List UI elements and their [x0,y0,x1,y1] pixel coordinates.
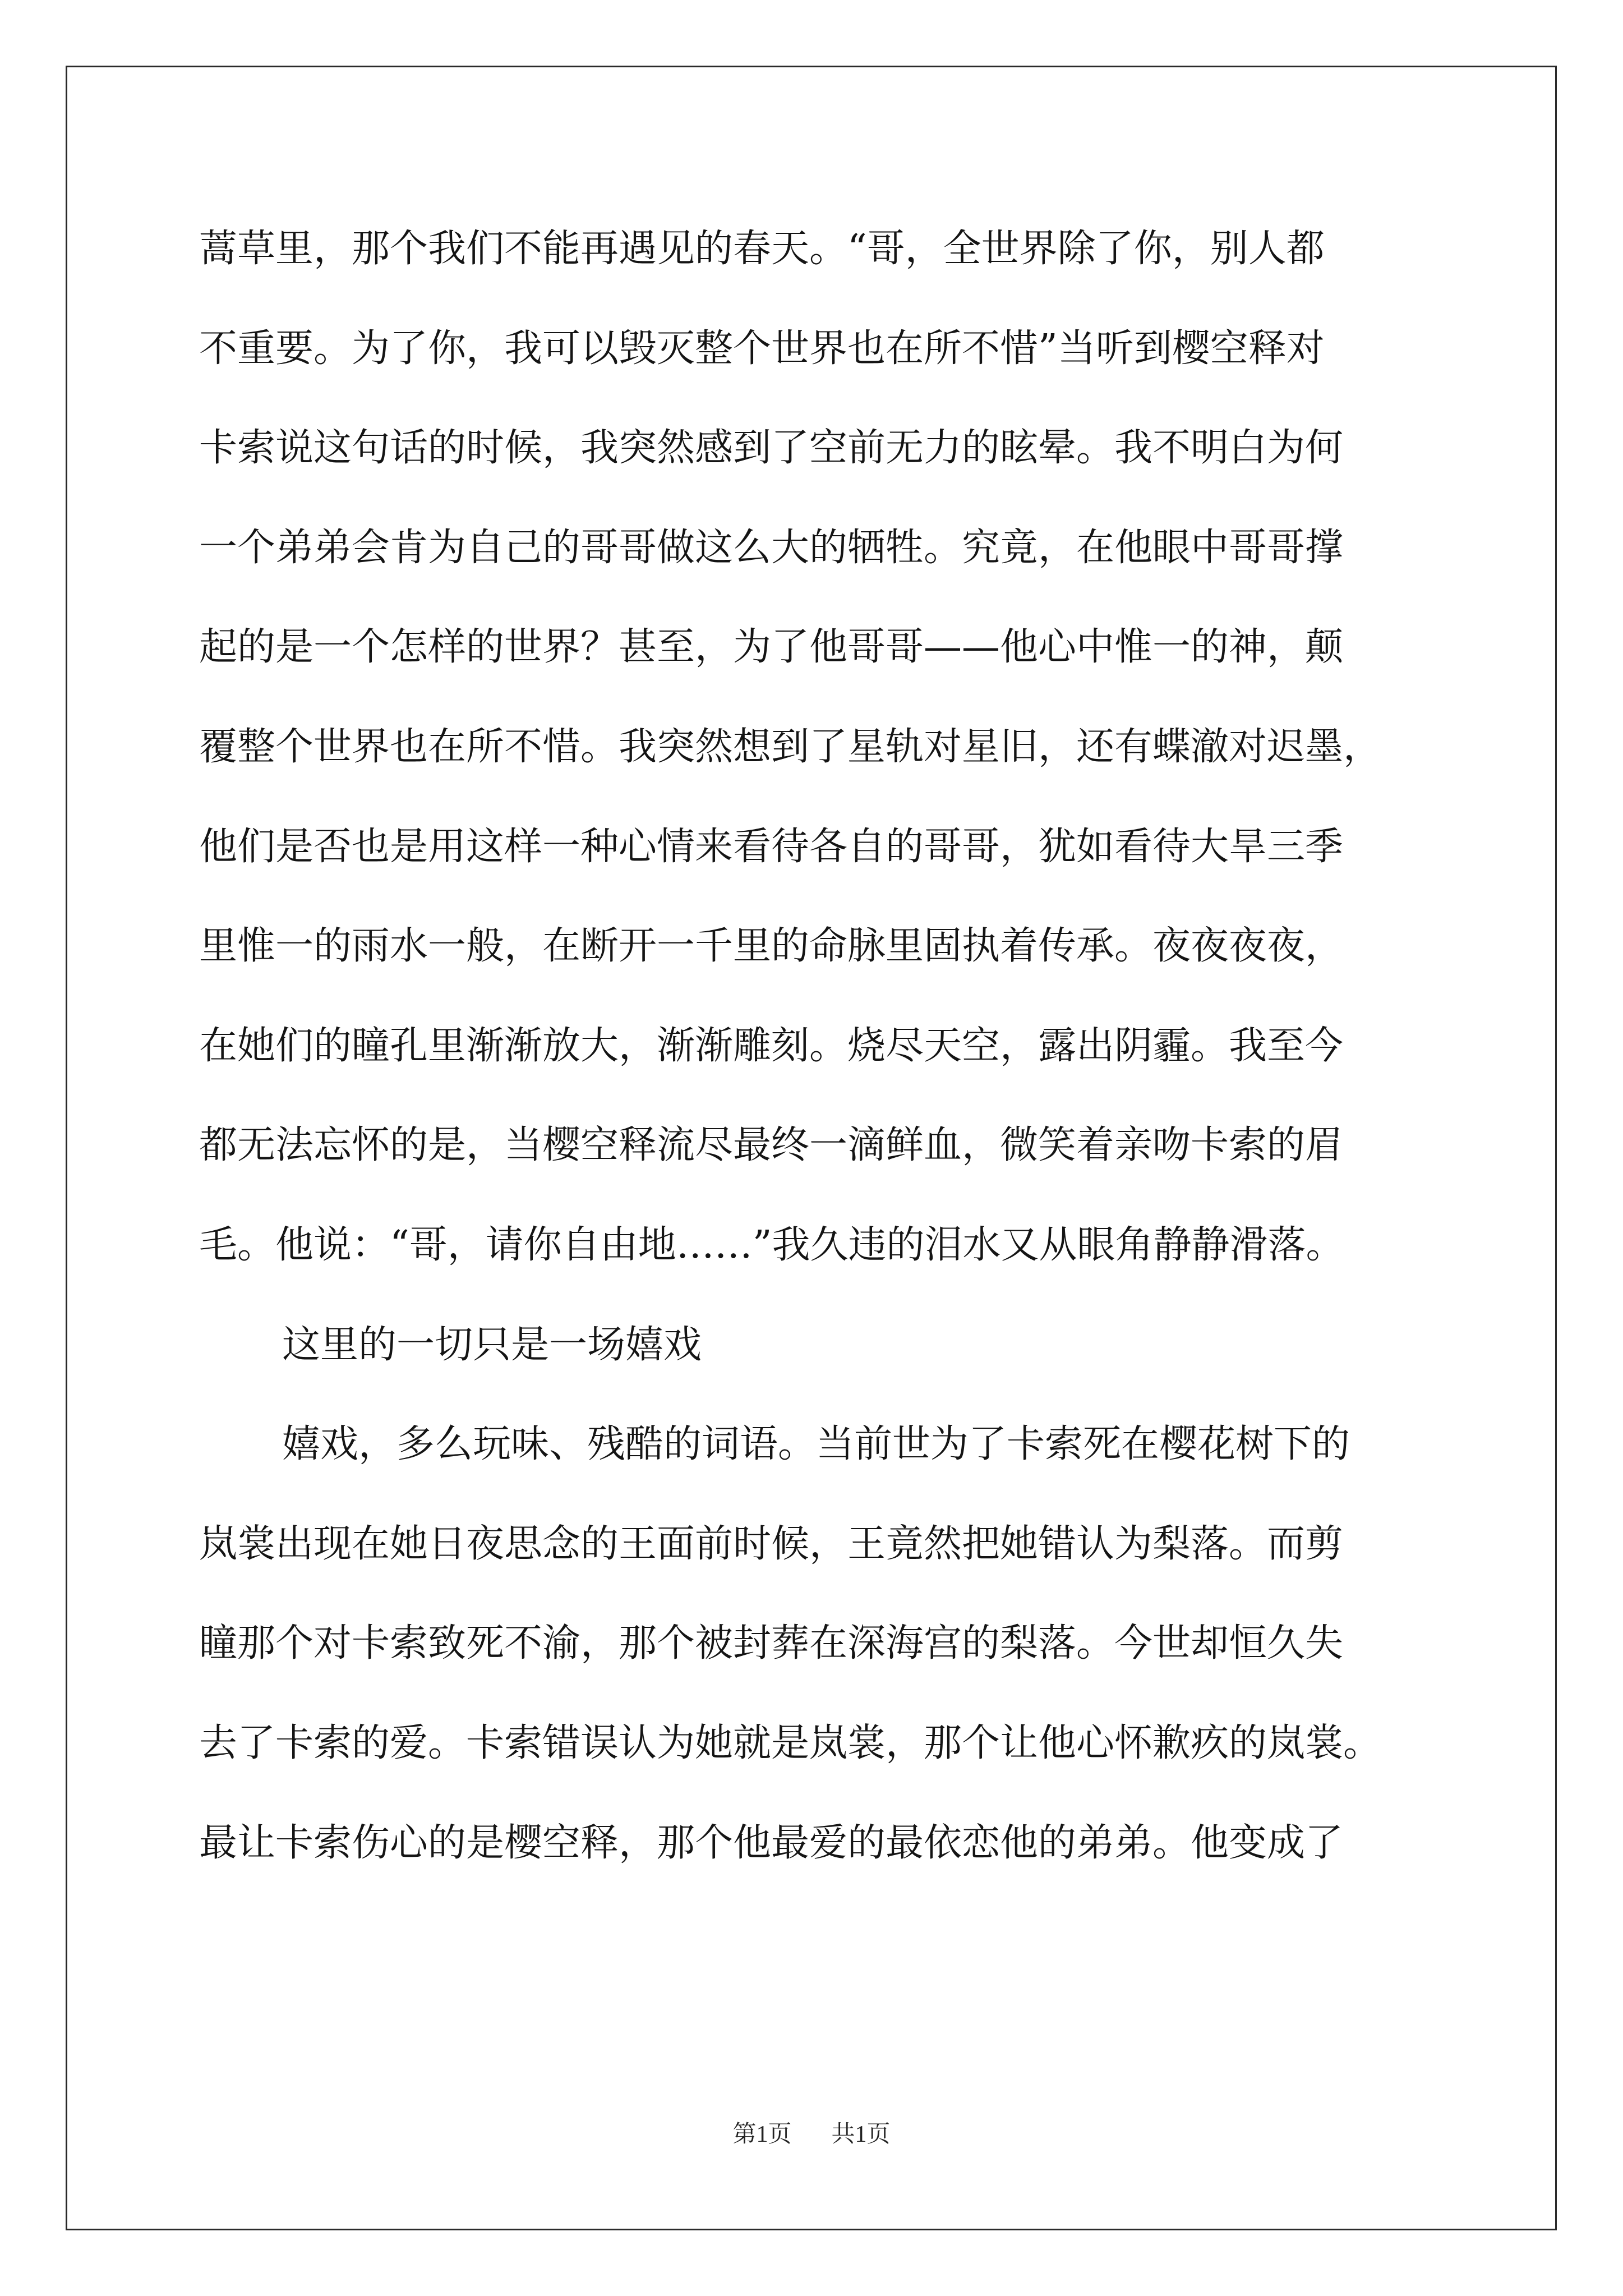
text-line: 一个弟弟会肯为自己的哥哥做这么大的牺牲。究竟，在他眼中哥哥撑 [199,525,1344,570]
text-line: 最让卡索伤心的是樱空释，那个他最爱的最依恋他的弟弟。他变成了 [199,1820,1344,1865]
text-line: 卡索说这句话的时候，我突然感到了空前无力的眩晕。我不明白为何 [199,426,1344,471]
paragraph-start-line: 嬉戏，多么玩味、残酷的词语。当前世为了卡索死在樱花树下的 [282,1422,1350,1467]
text-line: 里惟一的雨水一般，在断开一千里的命脉里固执着传承。夜夜夜夜， [199,924,1344,969]
text-line: 瞳那个对卡索致死不渝，那个被封葬在深海宫的梨落。今世却恒久失 [199,1621,1344,1666]
text-line: 蒿草里，那个我们不能再遇见的春天。“哥，全世界除了你，别人都 [199,227,1325,271]
text-line: 不重要。为了你，我可以毁灭整个世界也在所不惜”当听到樱空释对 [199,326,1325,371]
text-line: 覆整个世界也在所不惜。我突然想到了星轨对星旧，还有蝶澈对迟墨， [199,724,1382,769]
text-line: 去了卡索的爱。卡索错误认为她就是岚裳，那个让他心怀歉疚的岚裳。 [199,1720,1382,1765]
text-line: 他们是否也是用这样一种心情来看待各自的哥哥，犹如看待大旱三季 [199,824,1344,869]
text-line: 起的是一个怎样的世界？甚至，为了他哥哥——他心中惟一的神，颠 [199,625,1344,670]
text-line: 岚裳出现在她日夜思念的王面前时候，王竟然把她错认为梨落。而剪 [199,1521,1344,1566]
text-line: 毛。他说：“哥，请你自由地……”我久违的泪水又从眼角静静滑落。 [199,1222,1344,1267]
document-body [199,209,1427,1902]
page-number-total: 共1页 [831,2122,891,2147]
page-footer [0,2118,1623,2151]
page-number-current: 第1页 [732,2122,792,2147]
text-line: 在她们的瞳孔里渐渐放大，渐渐雕刻。烧尽天空，露出阴霾。我至今 [199,1023,1344,1068]
text-line: 都无法忘怀的是，当樱空释流尽最终一滴鲜血，微笑着亲吻卡索的眉 [199,1123,1344,1168]
section-heading: 这里的一切只是一场嬉戏 [282,1322,702,1367]
